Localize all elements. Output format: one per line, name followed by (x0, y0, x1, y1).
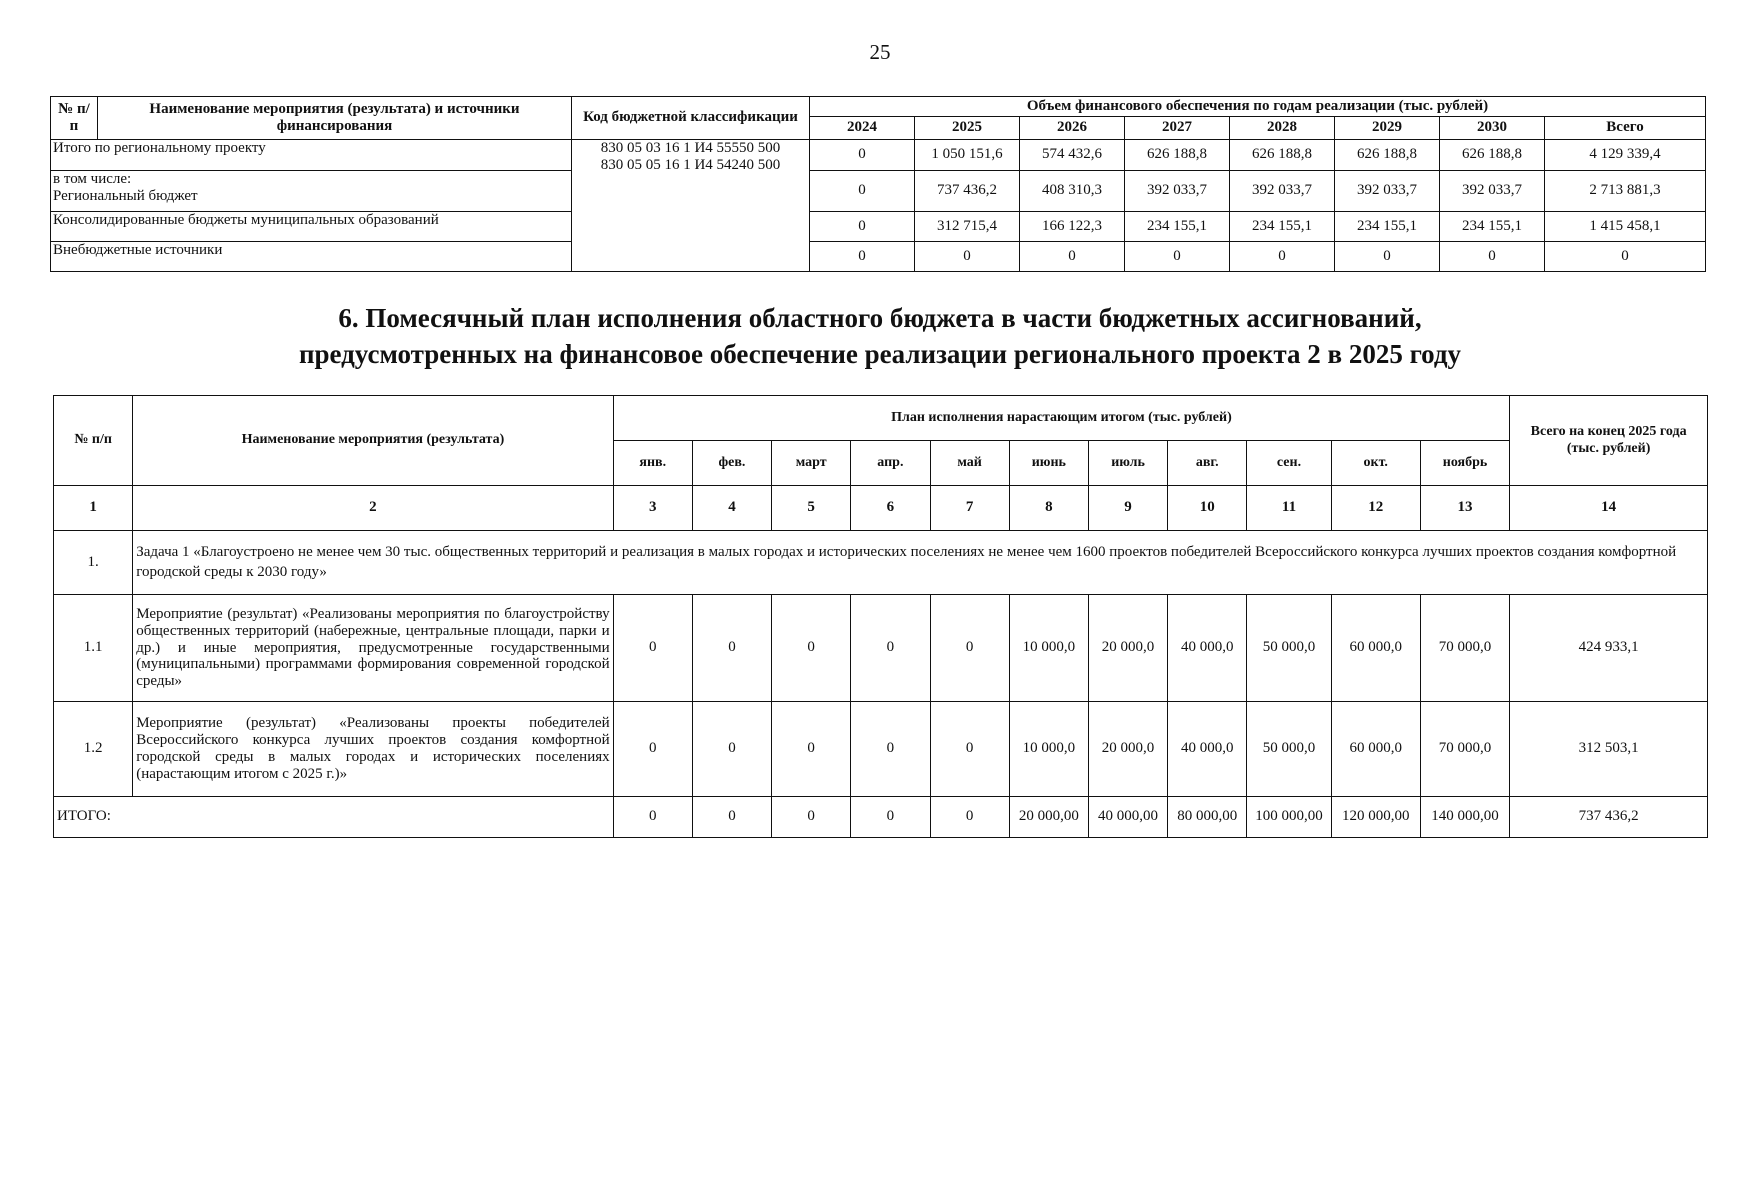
cell-value: 234 155,1 (1230, 212, 1335, 242)
column-index: 13 (1420, 486, 1509, 531)
cell-value: 0 (692, 595, 771, 702)
row-num: 1.1 (54, 595, 133, 702)
table2-header-total: Всего на конец 2025 года (тыс. рублей) (1510, 396, 1708, 486)
cell-total: 2 713 881,3 (1545, 171, 1706, 212)
cell-value: 234 155,1 (1440, 212, 1545, 242)
month-header: июль (1088, 441, 1167, 486)
cell-value: 626 188,8 (1440, 140, 1545, 171)
year-header: 2026 (1020, 117, 1125, 140)
cell-value: 408 310,3 (1020, 171, 1125, 212)
cell-total: 0 (1545, 242, 1706, 272)
cell-value: 0 (810, 212, 915, 242)
table1-header-row (51, 97, 1706, 117)
column-index: 4 (692, 486, 771, 531)
cell-value: 40 000,00 (1088, 797, 1167, 838)
column-index: 2 (133, 486, 613, 531)
column-index: 11 (1247, 486, 1331, 531)
budget-code: 830 05 03 16 1 И4 55550 500 (600, 140, 781, 156)
table2-header-plan: План исполнения нарастающим итогом (тыс. рублей) (613, 396, 1510, 441)
cell-value: 70 000,0 (1420, 595, 1509, 702)
row-label: Консолидированные бюджеты муниципальных образований (51, 212, 572, 242)
cell-value: 392 033,7 (1125, 171, 1230, 212)
page-number: 25 (869, 40, 891, 64)
row-label-line: Региональный бюджет (53, 188, 198, 205)
total-header: Всего (1545, 117, 1706, 140)
cell-value: 392 033,7 (1335, 171, 1440, 212)
cell-value: 626 188,8 (1335, 140, 1440, 171)
month-header: март (772, 441, 851, 486)
table-row (54, 702, 1708, 797)
column-index: 12 (1331, 486, 1420, 531)
cell-value: 40 000,0 (1168, 595, 1247, 702)
cell-value: 0 (810, 140, 915, 171)
cell-value: 626 188,8 (1230, 140, 1335, 171)
monthly-plan-table (53, 395, 1708, 838)
month-header: фев. (692, 441, 771, 486)
cell-value: 0 (613, 797, 692, 838)
cell-value: 0 (1335, 242, 1440, 272)
cell-value: 0 (851, 797, 930, 838)
cell-value: 10 000,0 (1009, 702, 1088, 797)
cell-value: 0 (1230, 242, 1335, 272)
cell-value: 574 432,6 (1020, 140, 1125, 171)
month-header: май (930, 441, 1009, 486)
cell-value: 166 122,3 (1020, 212, 1125, 242)
column-index: 10 (1168, 486, 1247, 531)
cell-value: 0 (810, 171, 915, 212)
cell-value: 234 155,1 (1125, 212, 1230, 242)
cell-value: 234 155,1 (1335, 212, 1440, 242)
cell-value: 70 000,0 (1420, 702, 1509, 797)
task-text: Задача 1 «Благоустроено не менее чем 30 тыс. общественных территорий и реализация в малых городах и исторических поселениях не менее чем 1600 проектов победителей Всероссийского конкурса лучших проектов создания комфортной городской среды к 2030 году» (133, 531, 1708, 595)
cell-total: 312 503,1 (1510, 702, 1708, 797)
column-index: 6 (851, 486, 930, 531)
cell-value: 1 050 151,6 (915, 140, 1020, 171)
table2-header-row (54, 396, 1708, 441)
cell-value: 737 436,2 (915, 171, 1020, 212)
year-header: 2028 (1230, 117, 1335, 140)
activity-name: Мероприятие (результат) «Реализованы проекты победителей Всероссийского конкурса лучших проектов создания комфортной городской среды в малых городах и исторических поселениях (нарастающим итогом с 2025 г.)» (133, 702, 613, 797)
table-row (51, 242, 1706, 272)
section-title (0, 300, 1760, 372)
column-index: 3 (613, 486, 692, 531)
table2-header-num: № п/п (54, 396, 133, 486)
cell-total: 737 436,2 (1510, 797, 1708, 838)
row-label: Итого по региональному проекту (51, 140, 572, 171)
month-header: окт. (1331, 441, 1420, 486)
cell-total: 4 129 339,4 (1545, 140, 1706, 171)
cell-value: 20 000,0 (1088, 595, 1167, 702)
row-label-line: в том числе: (53, 171, 132, 187)
cell-value: 140 000,00 (1420, 797, 1509, 838)
month-header: авг. (1168, 441, 1247, 486)
total-label: ИТОГО: (54, 797, 614, 838)
cell-value: 0 (1440, 242, 1545, 272)
cell-value: 0 (692, 702, 771, 797)
year-header: 2025 (915, 117, 1020, 140)
table-row (51, 140, 1706, 171)
budget-codes-cell (572, 140, 810, 272)
column-index: 9 (1088, 486, 1167, 531)
cell-value: 120 000,00 (1331, 797, 1420, 838)
section-title-line: предусмотренных на финансовое обеспечение реализации регионального проекта 2 в 2025 году (298, 339, 1462, 369)
cell-value: 0 (613, 702, 692, 797)
cell-value: 100 000,00 (1247, 797, 1331, 838)
cell-value: 0 (1125, 242, 1230, 272)
month-header: ноябрь (1420, 441, 1509, 486)
cell-value: 50 000,0 (1247, 702, 1331, 797)
section-title-line: 6. Помесячный план исполнения областного бюджета в части бюджетных ассигнований, (338, 303, 1422, 333)
cell-total: 424 933,1 (1510, 595, 1708, 702)
cell-value: 0 (1020, 242, 1125, 272)
year-header: 2029 (1335, 117, 1440, 140)
column-index: 1 (54, 486, 133, 531)
table2-header-name: Наименование мероприятия (результата) (133, 396, 613, 486)
cell-value: 0 (851, 702, 930, 797)
cell-value: 60 000,0 (1331, 595, 1420, 702)
column-index: 7 (930, 486, 1009, 531)
month-header: янв. (613, 441, 692, 486)
table-row (51, 171, 1706, 212)
cell-value: 0 (613, 595, 692, 702)
table1-header-num: № п/п (51, 97, 98, 140)
cell-value: 60 000,0 (1331, 702, 1420, 797)
cell-value: 80 000,00 (1168, 797, 1247, 838)
cell-value: 0 (772, 797, 851, 838)
column-index: 8 (1009, 486, 1088, 531)
year-header: 2027 (1125, 117, 1230, 140)
table1-header-name: Наименование мероприятия (результата) и источники финансирования (98, 97, 572, 140)
month-header: апр. (851, 441, 930, 486)
cell-value: 0 (851, 595, 930, 702)
table-row (54, 595, 1708, 702)
year-header: 2030 (1440, 117, 1545, 140)
cell-value: 0 (692, 797, 771, 838)
cell-value: 40 000,0 (1168, 702, 1247, 797)
budget-code: 830 05 05 16 1 И4 54240 500 (600, 157, 781, 174)
cell-value: 392 033,7 (1440, 171, 1545, 212)
cell-value: 0 (915, 242, 1020, 272)
cell-value: 0 (930, 702, 1009, 797)
column-index: 14 (1510, 486, 1708, 531)
month-header: июнь (1009, 441, 1088, 486)
row-num: 1.2 (54, 702, 133, 797)
row-label: Внебюджетные источники (51, 242, 572, 272)
cell-value: 50 000,0 (1247, 595, 1331, 702)
cell-value: 20 000,00 (1009, 797, 1088, 838)
year-header: 2024 (810, 117, 915, 140)
row-label (51, 171, 572, 212)
cell-value: 0 (810, 242, 915, 272)
task-row (54, 531, 1708, 595)
column-index: 5 (772, 486, 851, 531)
activity-name: Мероприятие (результат) «Реализованы мероприятия по благоустройству общественных территорий (набережные, центральные площади, парки и др.) и иные мероприятия, предусмотренные государственными (муниципальными) программами формирования современной городской среды» (133, 595, 613, 702)
cell-value: 392 033,7 (1230, 171, 1335, 212)
cell-total: 1 415 458,1 (1545, 212, 1706, 242)
financing-by-years-table (50, 96, 1706, 272)
task-num: 1. (54, 531, 133, 595)
column-index-row (54, 486, 1708, 531)
table1-header-volume: Объем финансового обеспечения по годам реализации (тыс. рублей) (810, 97, 1706, 117)
cell-value: 0 (930, 797, 1009, 838)
cell-value: 312 715,4 (915, 212, 1020, 242)
cell-value: 20 000,0 (1088, 702, 1167, 797)
cell-value: 626 188,8 (1125, 140, 1230, 171)
cell-value: 0 (930, 595, 1009, 702)
total-row (54, 797, 1708, 838)
cell-value: 0 (772, 595, 851, 702)
table1-header-code: Код бюджетной классификации (572, 97, 810, 140)
month-header: сен. (1247, 441, 1331, 486)
table-row (51, 212, 1706, 242)
cell-value: 0 (772, 702, 851, 797)
cell-value: 10 000,0 (1009, 595, 1088, 702)
